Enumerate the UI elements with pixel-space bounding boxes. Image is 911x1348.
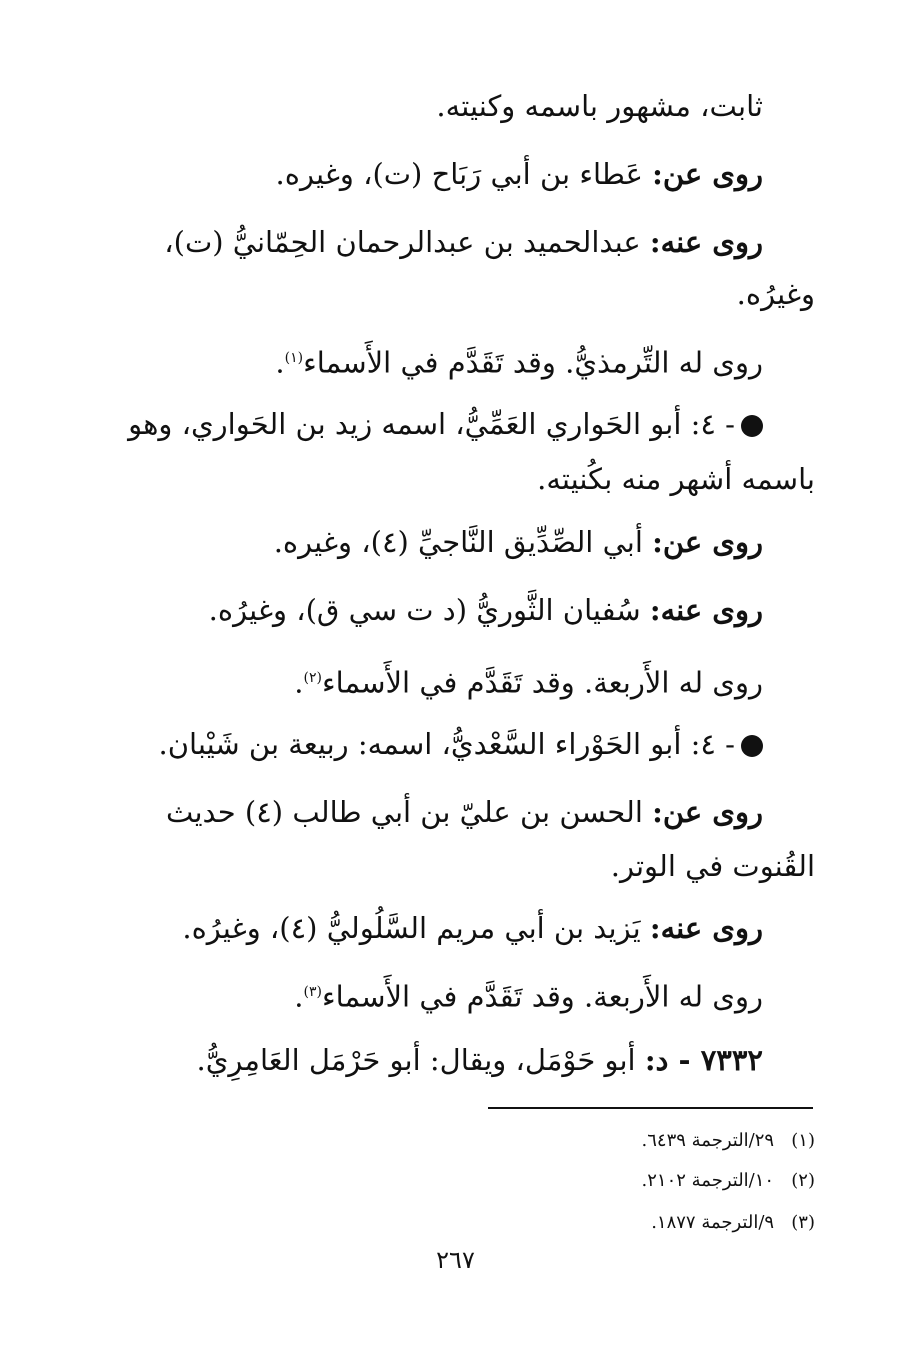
text-line — [164, 222, 763, 262]
text-line — [182, 908, 763, 948]
text-line — [275, 338, 763, 383]
entry-number: ٧٣٣٢ - د: — [644, 1043, 763, 1077]
footnote-number: (٢) — [791, 1170, 815, 1191]
line-text: روى له الأَربعة. وقد تَقَدَّم في الأَسماء — [321, 665, 763, 700]
line-text: ثابت، مشهور باسمه وكنيته. — [436, 89, 763, 123]
line-label: روى عن: — [652, 795, 763, 829]
line-text: باسمه أشهر منه بكُنيته. — [537, 462, 815, 496]
footnote-text: ٩/الترجمة ١٨٧٧. — [651, 1212, 775, 1233]
text-line — [166, 792, 763, 832]
footnote-ref: (٢) — [303, 670, 322, 686]
footnote-text: ٢٩/الترجمة ٦٤٣٩. — [641, 1130, 775, 1151]
footnote — [642, 1128, 815, 1154]
line-label: روى عنه: — [649, 593, 763, 627]
text-line — [159, 724, 763, 764]
line-text: عبدالحميد بن عبدالرحمان الحِمّانيُّ (ت)، — [164, 225, 650, 259]
bullet-icon — [741, 415, 763, 437]
line-text: القُنوت في الوتر. — [610, 849, 815, 883]
line-text: - ٤: أبو الحَواري العَمِّيُّ، اسمه زيد بن الحَواري، وهو — [128, 407, 735, 441]
entry-heading — [197, 1040, 763, 1080]
footnote — [642, 1168, 815, 1194]
footnote-ref: (١) — [284, 350, 304, 366]
text-line — [274, 522, 763, 562]
footnote-ref: (٣) — [303, 984, 322, 1000]
line-label: روى عن: — [652, 157, 763, 191]
footnote — [651, 1210, 815, 1236]
footnote-text: ١٠/الترجمة ٢١٠٢. — [641, 1170, 775, 1191]
text-line — [128, 404, 763, 444]
line-text: أبو حَوْمَل، ويقال: أبو حَرْمَل العَامِرِيُّ. — [196, 1043, 645, 1077]
line-text: الحسن بن عليّ بن أبي طالب (٤) حديث — [165, 795, 653, 829]
footnote-divider — [488, 1107, 813, 1109]
line-label: روى عنه: — [649, 911, 763, 945]
line-label: روى عنه: — [649, 225, 763, 259]
text-line — [294, 658, 763, 703]
footnote-number: (١) — [791, 1130, 815, 1151]
text-line — [537, 459, 815, 499]
line-text: وغيرُه. — [736, 277, 815, 311]
line-text: يَزيد بن أبي مريم السَّلُوليُّ (٤)، وغيرُه. — [182, 911, 650, 945]
line-end: . — [275, 345, 285, 380]
line-text: - ٤: أبو الحَوْراء السَّعْديُّ، اسمه: ربيعة بن شَيْبان. — [158, 727, 735, 761]
line-text: سُفيان الثَّوريُّ (د ت سي ق)، وغيرُه. — [208, 593, 650, 627]
bullet-icon — [741, 735, 763, 757]
line-text: عَطاء بن أبي رَبَاح (ت)، وغيره. — [275, 157, 653, 191]
line-text: روى له التِّرمذيُّ. وقد تَقَدَّم في الأَسماء — [303, 345, 763, 380]
line-end: . — [294, 665, 304, 700]
text-line — [436, 86, 763, 126]
line-label: روى عن: — [652, 525, 763, 559]
text-line — [737, 274, 815, 314]
footnote-number: (٣) — [791, 1212, 815, 1233]
line-text: أبي الصِّدِّيق النَّاجيِّ (٤)، وغيره. — [273, 525, 653, 559]
line-end: . — [294, 979, 304, 1014]
line-text: روى له الأَربعة. وقد تَقَدَّم في الأَسماء — [321, 979, 763, 1014]
page-number: ٢٦٧ — [436, 1246, 475, 1274]
text-line — [611, 846, 815, 886]
text-line — [294, 972, 763, 1017]
text-line — [276, 154, 763, 194]
text-line — [209, 590, 763, 630]
